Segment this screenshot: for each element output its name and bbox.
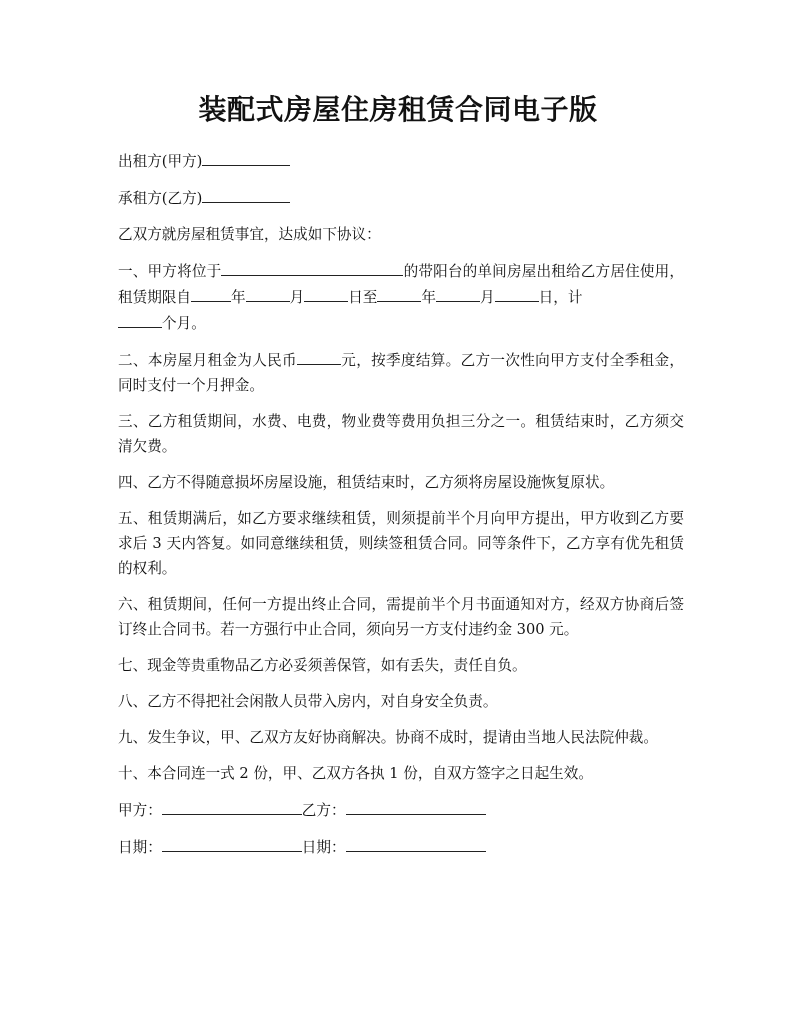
clause-4: 四、乙方不得随意损坏房屋设施，租赁结束时，乙方须将房屋设施恢复原状。 bbox=[118, 474, 615, 491]
signature-line bbox=[118, 797, 684, 823]
date-a-label: 日期： bbox=[118, 839, 162, 856]
date-line bbox=[118, 834, 684, 860]
clause-7: 七、现金等贵重物品乙方必妥须善保管，如有丢失，责任自负。 bbox=[118, 657, 527, 674]
start-day-blank bbox=[304, 284, 348, 302]
lessor-blank bbox=[202, 148, 290, 166]
months-blank bbox=[118, 310, 162, 328]
lessor-line bbox=[118, 148, 684, 174]
clause-2: 二、本房屋月租金为人民币 元，按季度结算。乙方一次性向甲方支付全季租金，同时支付一个月押金。 bbox=[118, 347, 684, 398]
page-title: 装配式房屋住房租赁合同电子版 bbox=[198, 93, 598, 126]
clause-6: 六、租赁期间，任何一方提出终止合同，需提前半个月书面通知对方，经双方协商后签订终止合同书。若一方强行中止合同，须向另一方支付违约金 300 元。 bbox=[118, 596, 684, 638]
date-b-label: 日期： bbox=[301, 839, 346, 856]
contract-body bbox=[118, 148, 684, 871]
address-blank bbox=[221, 258, 403, 276]
date-a-blank bbox=[162, 834, 302, 852]
lessee-line bbox=[118, 185, 684, 211]
lessor-label: 出租方(甲方) bbox=[118, 153, 203, 170]
party-b-label: 乙方： bbox=[301, 802, 346, 819]
end-year-blank bbox=[377, 284, 421, 302]
clause-8: 八、乙方不得把社会闲散人员带入房内，对自身安全负责。 bbox=[118, 693, 498, 710]
date-b-blank bbox=[346, 834, 486, 852]
clause-3: 三、乙方租赁期间，水费、电费，物业费等费用负担三分之一。租赁结束时，乙方须交清欠费。 bbox=[118, 413, 684, 455]
clause-1: 一、甲方将位于 的带阳台的单间房屋出租给乙方居住使用，租赁期限自 年 月 日至 年 月 日，计 个月。 bbox=[118, 258, 684, 336]
start-month-blank bbox=[246, 284, 290, 302]
lessee-blank bbox=[202, 185, 290, 203]
party-a-signature-blank bbox=[162, 797, 302, 815]
rent-blank bbox=[297, 347, 341, 365]
end-day-blank bbox=[495, 284, 539, 302]
intro-paragraph: 乙双方就房屋租赁事宜，达成如下协议： bbox=[118, 226, 381, 243]
clause-10: 十、本合同连一式 2 份，甲、乙双方各执 1 份，自双方签字之日起生效。 bbox=[118, 765, 593, 782]
start-year-blank bbox=[191, 284, 231, 302]
clause-5: 五、租赁期满后，如乙方要求继续租赁，则须提前半个月向甲方提出，甲方收到乙方要求后 3 天内答复。如同意继续租赁，则续签租赁合同。同等条件下，乙方享有优先租赁的权利。 bbox=[118, 510, 684, 577]
clause-9: 九、发生争议，甲、乙双方友好协商解决。协商不成时，提请由当地人民法院仲裁。 bbox=[118, 729, 658, 746]
party-a-label: 甲方： bbox=[118, 802, 162, 819]
end-month-blank bbox=[436, 284, 480, 302]
lessee-label: 承租方(乙方) bbox=[118, 190, 203, 207]
party-b-signature-blank bbox=[346, 797, 486, 815]
